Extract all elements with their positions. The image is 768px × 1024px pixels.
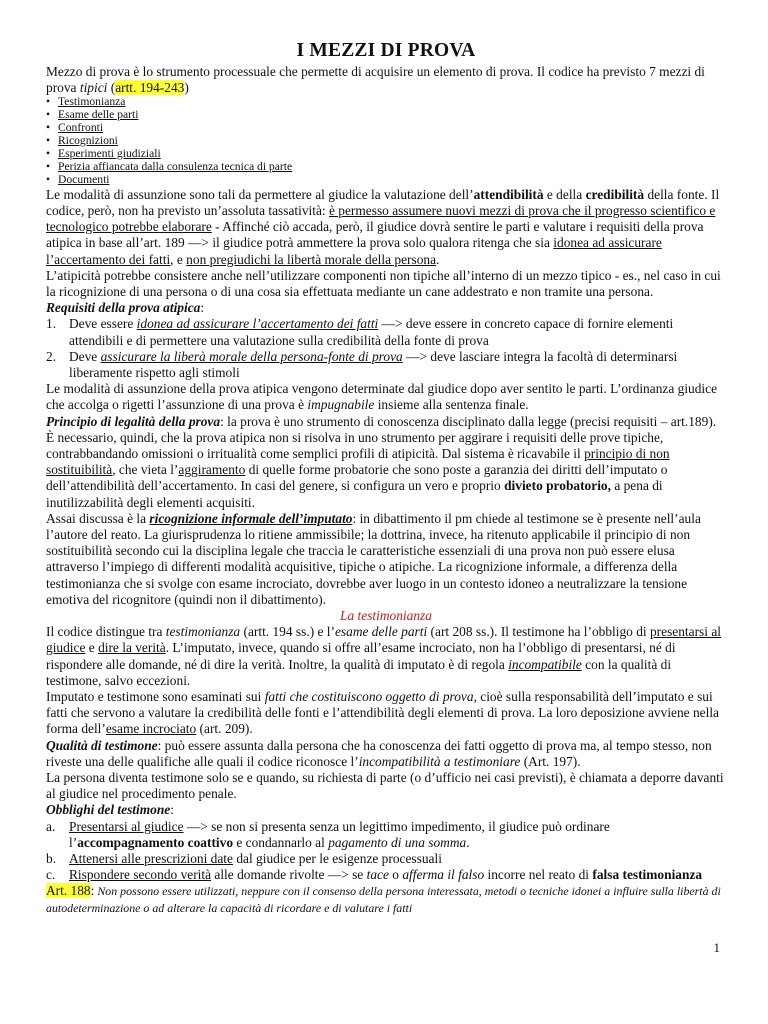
page-title: I MEZZI DI PROVA xyxy=(296,40,476,61)
means-item: • Ricognizioni xyxy=(46,135,726,148)
paragraph-imputato: Imputato e testimone sono esaminati sui fatti che costituiscono oggetto di prova, cioè sulla responsabilità dell’imputato e sui fatti che servono a valutare la credibilità delle fonti e l’attendibilità degli elementi di prova. La loro deposizione avviene nella forma dell’esame incrociato (art. 209). xyxy=(46,689,719,737)
article-188-label: Art. 188 xyxy=(46,883,91,899)
intro-text: Mezzo di prova è lo strumento processuale che permette di acquisire un elemento di prova. Il codice ha previsto 7 mezzi di prova xyxy=(46,64,705,96)
intro-highlight: artt. 194-243 xyxy=(115,80,185,96)
intro-emphasis: tipici xyxy=(79,80,108,96)
paragraph-ricognizione: Assai discussa è la ricognizione informale dell’imputato: in dibattimento il pm chiede al testimone se è presente nell’aula l’autore del reato. La giurisprudenza lo ritiene ammissibile; la dottrina, invece, ha ritenuto applicabile il principio di non sostituibilità secondo cui la disciplina legale che traccia le caratteristiche essenziali di una prova non può essere elusa attraverso l’impiego di differenti modalità acquisitive, tipiche o atipiche. La ricognizione informale, a differenza della testimonianza che si svolge con esame incrociato, dovrebbe aver luogo in un contesto idoneo a neutralizzare la tensione emotiva del ricognitore (quindi non il dibattimento). xyxy=(46,510,701,607)
obligations-list xyxy=(46,819,726,884)
paragraph-assunzione: Le modalità di assunzione sono tali da permettere al giudice la valutazione dell’attendibilità e della credibilità della fonte. Il codice, però, non ha previsto un’assoluta tassatività: è permesso assumere nuovi mezzi di prova che il progresso scientifico e tecnologico potrebbe elaborare - Affinché ciò accada, però, il giudice dovrà sentire le parti e valutare i requisiti della prova atipica in base all’art. 189 —> il giudice potrà ammettere la prova solo qualora ritenga che sia idonea ad assicurare l’accertamento dei fatti, e non pregiudichi la libertà morale della persona. xyxy=(46,186,720,267)
obligation-item: c. Rispondere secondo verità alle domande rivolte —> se tace o afferma il falso incorre nel reato di falsa testimonianza xyxy=(46,867,703,883)
paragraph-atipicita: L’atipicità potrebbe consistere anche nell’utilizzare componenti non tipiche all’interno di un mezzo tipico - es., nel caso in cui la ricognizione di una persona o di una cosa sia effettuata mediante un cane addestrato e non tramite una persona. xyxy=(46,267,721,299)
paragraph-qualita: Qualità di testimone: può essere assunta dalla persona che ha conoscenza dei fatti oggetto di prova ma, al tempo stesso, non riveste una delle qualifiche alle quali il codice riconosce l’incompatibilità a testimoniare (Art. 197). xyxy=(46,737,712,769)
means-item: • Testimonianza xyxy=(46,96,726,109)
means-list xyxy=(46,96,726,186)
intro-text: ) xyxy=(184,80,189,96)
means-item: • Perizia affiancata dalla consulenza tecnica di parte xyxy=(46,161,726,174)
document-page xyxy=(46,40,726,917)
intro-text: ( xyxy=(107,80,116,96)
means-item: • Esame delle parti xyxy=(46,109,726,122)
means-item: • Confronti xyxy=(46,122,726,135)
means-item: • Documenti xyxy=(46,174,726,187)
paragraph-ordinanza: Le modalità di assunzione della prova atipica vengono determinate dal giudice dopo aver sentito le parti. L’ordinanza giudice che accolga o rigetti l’assunzione di una prova è impugnabile insieme alla sentenza finale. xyxy=(46,381,718,413)
obligation-item: b. Attenersi alle prescrizioni date dal giudice per le esigenze processuali xyxy=(46,851,442,867)
page-number: 1 xyxy=(713,940,720,955)
section-title: La testimonianza xyxy=(340,608,432,624)
requisite-item: 1. Deve essere idonea ad assicurare l’accertamento dei fatti —> deve essere in concreto capace di fornire elementi attendibili e di permettere una valutazione sulla credibilità della fonte di prova xyxy=(46,316,674,348)
paragraph-distingue: Il codice distingue tra testimonianza (artt. 194 ss.) e l’esame delle parti (art 208 ss.). Il testimone ha l’obbligo di presentarsi al giudice e dire la verità. L’imputato, invece, quando si offre all’esame incrociato, non ha l’obbligo di presentarsi, né di rispondere alle domande, né di dire la verità. Inoltre, la qualità di imputato è di regola incompatibile con la qualità di testimone, salvo eccezioni. xyxy=(46,624,721,688)
obligations-heading: Obblighi del testimone: xyxy=(46,802,174,818)
intro-paragraph xyxy=(46,64,726,96)
means-item: • Esperimenti giudiziali xyxy=(46,148,726,161)
requisites-list xyxy=(46,316,726,381)
requisites-heading: Requisiti della prova atipica: xyxy=(46,300,205,316)
paragraph-diventa: La persona diventa testimone solo se e quando, su richiesta di parte (o d’ufficio nei casi previsti), è chiamata a deporre davanti al giudice nel procedimento penale. xyxy=(46,770,724,802)
obligation-item: a. Presentarsi al giudice —> se non si presenta senza un legittimo impedimento, il giudice può ordinare l’accompagnamento coattivo e condannarlo al pagamento di una somma. xyxy=(46,818,610,850)
article-188-note: Art. 188: Non possono essere utilizzati, neppure con il consenso della persona interessata, metodi o tecniche idonei a influire sulla libertà di autodeterminazione o ad alterare la capacità di ricordare e di valutare i fatti xyxy=(46,883,721,916)
paragraph-legalita: Principio di legalità della prova: la prova è uno strumento di conoscenza disciplinato dalla legge (precisi requisiti – art.189). È necessario, quindi, che la prova atipica non si risolva in uno strumento per aggirare i requisiti delle prove tipiche, contrabbandando omissioni o irritualità come semplici profili di atipicità. Dal sistema è ricavabile il principio di non sostituibilità, che vieta l’aggiramento di quelle forme probatorie che sono poste a garanzia dei diritti dell’imputato o dell’attendibilità dell’accertamento. In casi del genere, si configura un vero e proprio divieto probatorio, a pena di inutilizzabilità degli elementi acquisiti. xyxy=(46,413,717,510)
requisite-item: 2. Deve assicurare la liberà morale della persona-fonte di prova —> deve lasciare integra la facoltà di determinarsi liberamente rispetto agli stimoli xyxy=(46,348,678,380)
